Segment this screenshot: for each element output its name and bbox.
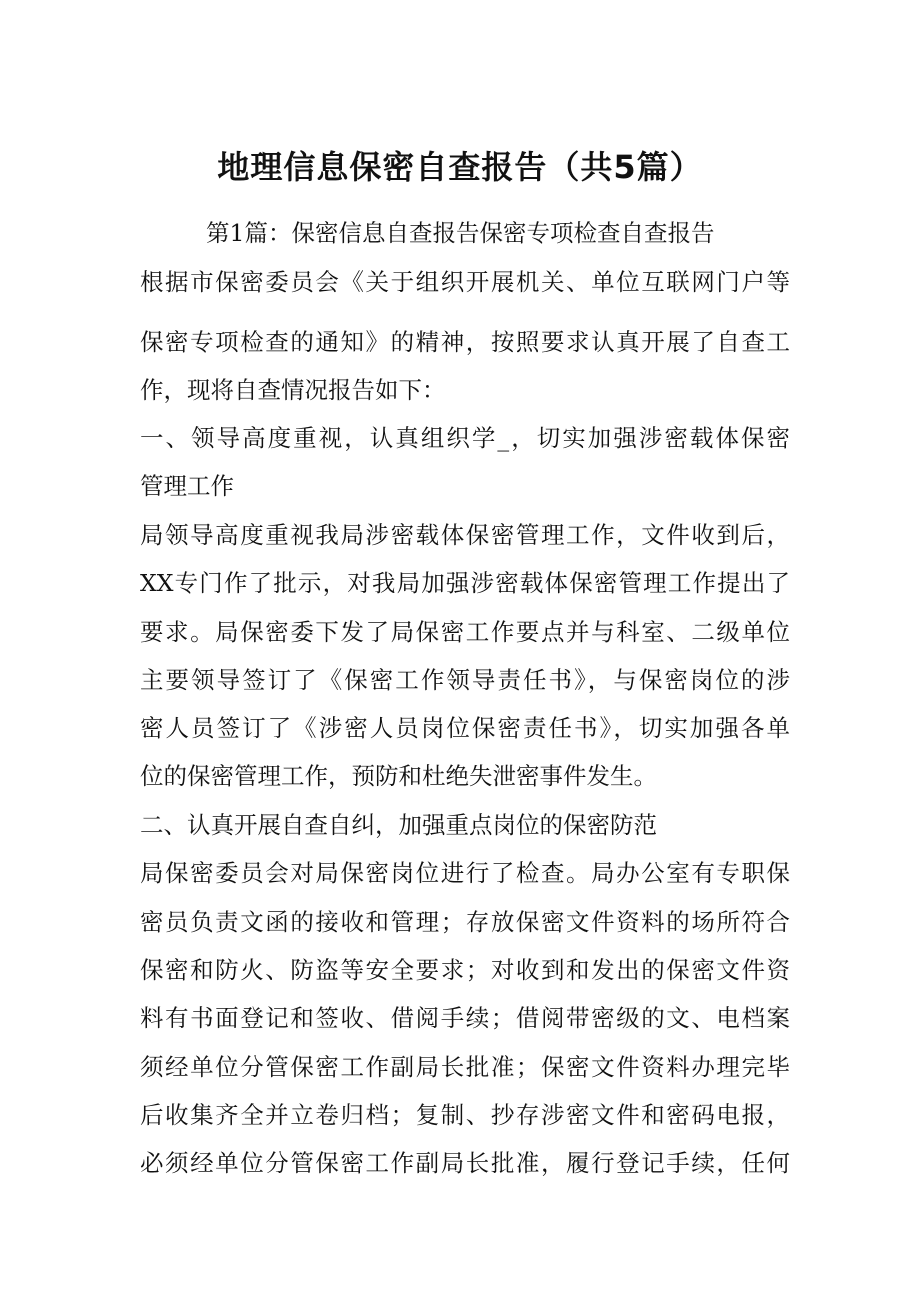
document-title: 地理信息保密自查报告（共5篇） xyxy=(217,148,703,186)
body-line: 料有书面登记和签收、借阅手续；借阅带密级的文、电档案 xyxy=(140,1004,790,1032)
body-line: 保密专项检查的通知》的精神，按照要求认真开展了自查工 xyxy=(140,328,790,356)
body-line: 位的保密管理工作，预防和杜绝失泄密事件发生。 xyxy=(140,762,657,790)
body-line: 根据市保密委员会《关于组织开展机关、单位互联网门户等 xyxy=(140,268,790,296)
section-heading-line: 一、领导高度重视，认真组织学_，切实加强涉密载体保密 xyxy=(140,424,790,452)
body-line: 须经单位分管保密工作副局长批准；保密文件资料办理完毕 xyxy=(140,1053,790,1081)
body-line: 作，现将自查情况报告如下： xyxy=(140,376,446,404)
section-heading-line: 管理工作 xyxy=(140,472,234,500)
body-line: 密员负责文函的接收和管理；存放保密文件资料的场所符合 xyxy=(140,908,790,936)
subtitle-line: 第1篇：保密信息自查报告保密专项检查自查报告 xyxy=(206,219,715,247)
body-line: 局领导高度重视我局涉密载体保密管理工作，文件收到后， xyxy=(140,521,790,549)
body-line: 要求。局保密委下发了局保密工作要点并与科室、二级单位 xyxy=(140,618,790,646)
body-line: 密人员签订了《涉密人员岗位保密责任书》，切实加强各单 xyxy=(140,714,790,742)
body-line: 局保密委员会对局保密岗位进行了检查。局办公室有专职保 xyxy=(140,859,790,887)
body-line: XX专门作了批示，对我局加强涉密载体保密管理工作提出了 xyxy=(140,569,790,597)
body-line: 主要领导签订了《保密工作领导责任书》，与保密岗位的涉 xyxy=(140,666,790,694)
section-heading-line: 二、认真开展自查自纠，加强重点岗位的保密防范 xyxy=(140,811,657,839)
body-line: 必须经单位分管保密工作副局长批准，履行登记手续，任何 xyxy=(140,1149,790,1177)
body-line: 保密和防火、防盗等安全要求；对收到和发出的保密文件资 xyxy=(140,956,790,984)
body-line: 后收集齐全并立卷归档；复制、抄存涉密文件和密码电报， xyxy=(140,1101,790,1129)
